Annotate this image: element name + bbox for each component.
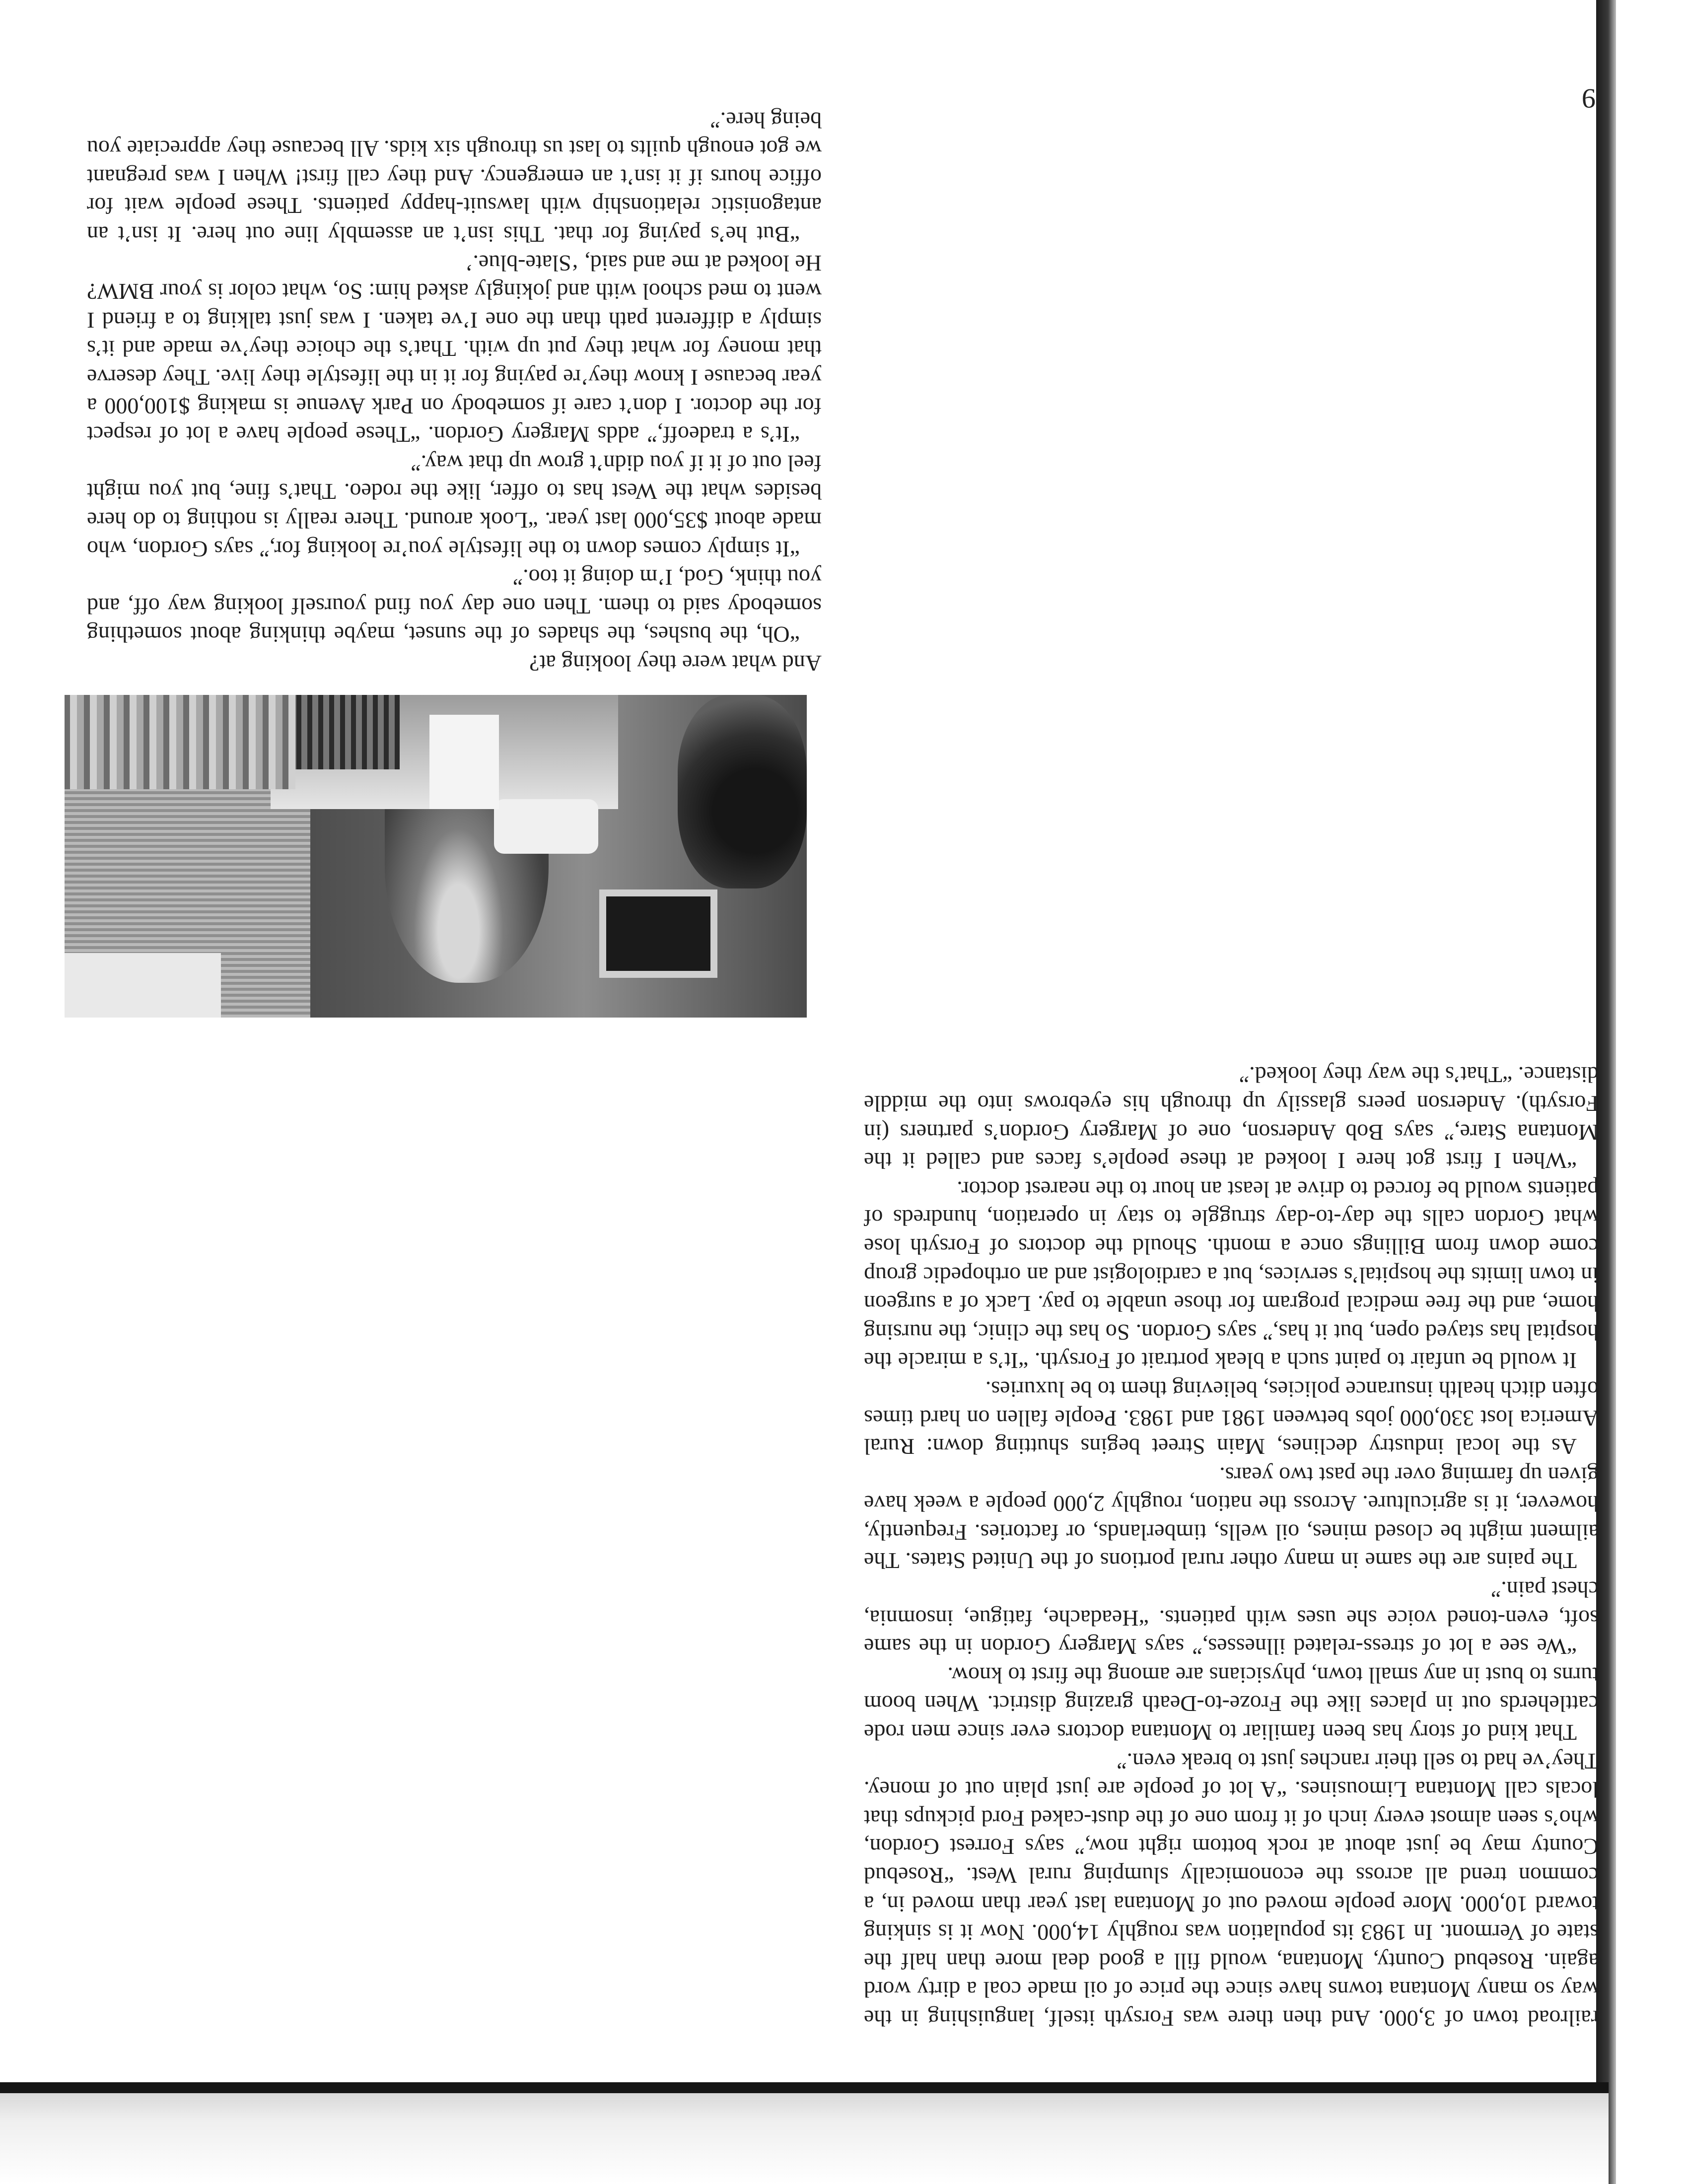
paragraph: railroad town of 3,000. And then there was Forsyth itself, languishing in the way so many Montana towns have since the price of oil made coal a dirty word again. Rosebud County, Montana, would fill a good deal more than half the state of Vermont. In 1983 its population was roughly 14,000. Now it is sinking toward 10,000. More people moved out of Montana last year than moved in, a common trend all across the economically slumping rural West. “Rosebud County may be just about at rock bottom right now,” says Forrest Gordon, who’s seen almost every inch of it from one of the dust-caked Ford pickups that locals call Montana Limousines. “A lot of people are just plain out of money. They’ve had to sell their ranches just to break even.”	[864, 1748, 1599, 2031]
office-photograph	[65, 695, 807, 1018]
photo-wall-frame	[599, 889, 717, 978]
paragraph: And what were they looking at?	[529, 651, 822, 676]
left-text-column	[864, 266, 1599, 2033]
photo-cabinet	[65, 953, 221, 1018]
paragraph: “It’s a tradeoff,” adds Margery Gordon. “These people have a lot of respect for the doctor. I don’t care if somebody on Park Avenue is making $100,000 a year because I know they’re paying for it in the lifestyle they live. They deserve that money for what they put up with. That’s the choice they’ve made and it’s simply a different path than the one I’ve taken. I was just talking to a friend I went to med school with and jokingly asked him: So, what color is your BMW? He looked at me and said, ‘Slate-blue.’	[87, 250, 822, 448]
paragraph: “But he’s paying for that. This isn’t an assembly line out here. It isn’t an antagonistic relationship with lawsuit-happy patients. These people wait for office hours if it isn’t an emergency. And they call first! When I was pregnant we got enough quilts to last us through six kids. All because they appreciate you being here.”	[87, 107, 822, 248]
photo-files	[281, 695, 400, 769]
photo-plant	[678, 695, 807, 888]
paragraph: “It simply comes down to the lifestyle you’re looking for,” says Gordon, who made about $35,000 last year. “Look around. There really is nothing to do here besides what the West has to offer, like the rodeo. That’s fine, but you might feel out of it if you didn’t grow up that way.”	[87, 450, 822, 562]
paragraph: “When I first got here I looked at these people’s faces and called it the Montana Stare,” says Bob Anderson, one of Margery Gordon’s partners (in Forsyth). Anderson peers glassily up through his eyebrows into the middle distance. “That’s the way they looked.”	[864, 1062, 1599, 1174]
paragraph: As the local industry declines, Main Street begins shutting down: Rural America lost 330,000 jobs between 1981 and 1983. People fallen on hard times often ditch health insurance policies, believing them to be luxuries.	[864, 1376, 1599, 1460]
paragraph: “We see a lot of stress-related illnesses,” says Margery Gordon in the same soft, even-toned voice she uses with patients. “Headache, fatigue, insomnia, chest pain.”	[864, 1577, 1599, 1660]
photo-binder	[429, 715, 499, 809]
paragraph: It would be unfair to paint such a bleak portrait of Forsyth. “It’s a miracle the hospital has stayed open, but it has,” says Gordon. So has the clinic, the nursing home, and the free medical program for those unable to pay. Lack of a surgeon in town limits the hospital’s services, but a cardiologist and an orthopedic group come down from Billings once a month. Should the doctors of Forsyth lose what Gordon calls the day-to-day struggle to stay in operation, hundreds of patients would be forced to drive at least an hour to the nearest doctor.	[864, 1176, 1599, 1374]
paragraph: The pains are the same in many other rural portions of the United States. The ailment might be closed mines, oil wells, timberlands, or factories. Frequently, however, it is agriculture. Across the nation, roughly 2,000 people a week have given up farming over the past two years.	[864, 1462, 1599, 1574]
right-text-column	[87, 107, 822, 678]
paragraph: “Oh, the bushes, the shades of the sunset, maybe thinking about something somebody said to them. Then one day you find yourself looking way off, and you think, God, I’m doing it too.”	[87, 565, 822, 648]
paragraph: That kind of story has been familiar to Montana doctors ever since men rode cattleherds out in places like the Froze-to-Death grazing district. When boom turns to bust in any small town, physicians are among the first to know.	[864, 1662, 1599, 1746]
photo-bookshelf	[65, 695, 295, 789]
photo-telephone	[494, 799, 598, 854]
page-number: 9	[1582, 83, 1596, 114]
